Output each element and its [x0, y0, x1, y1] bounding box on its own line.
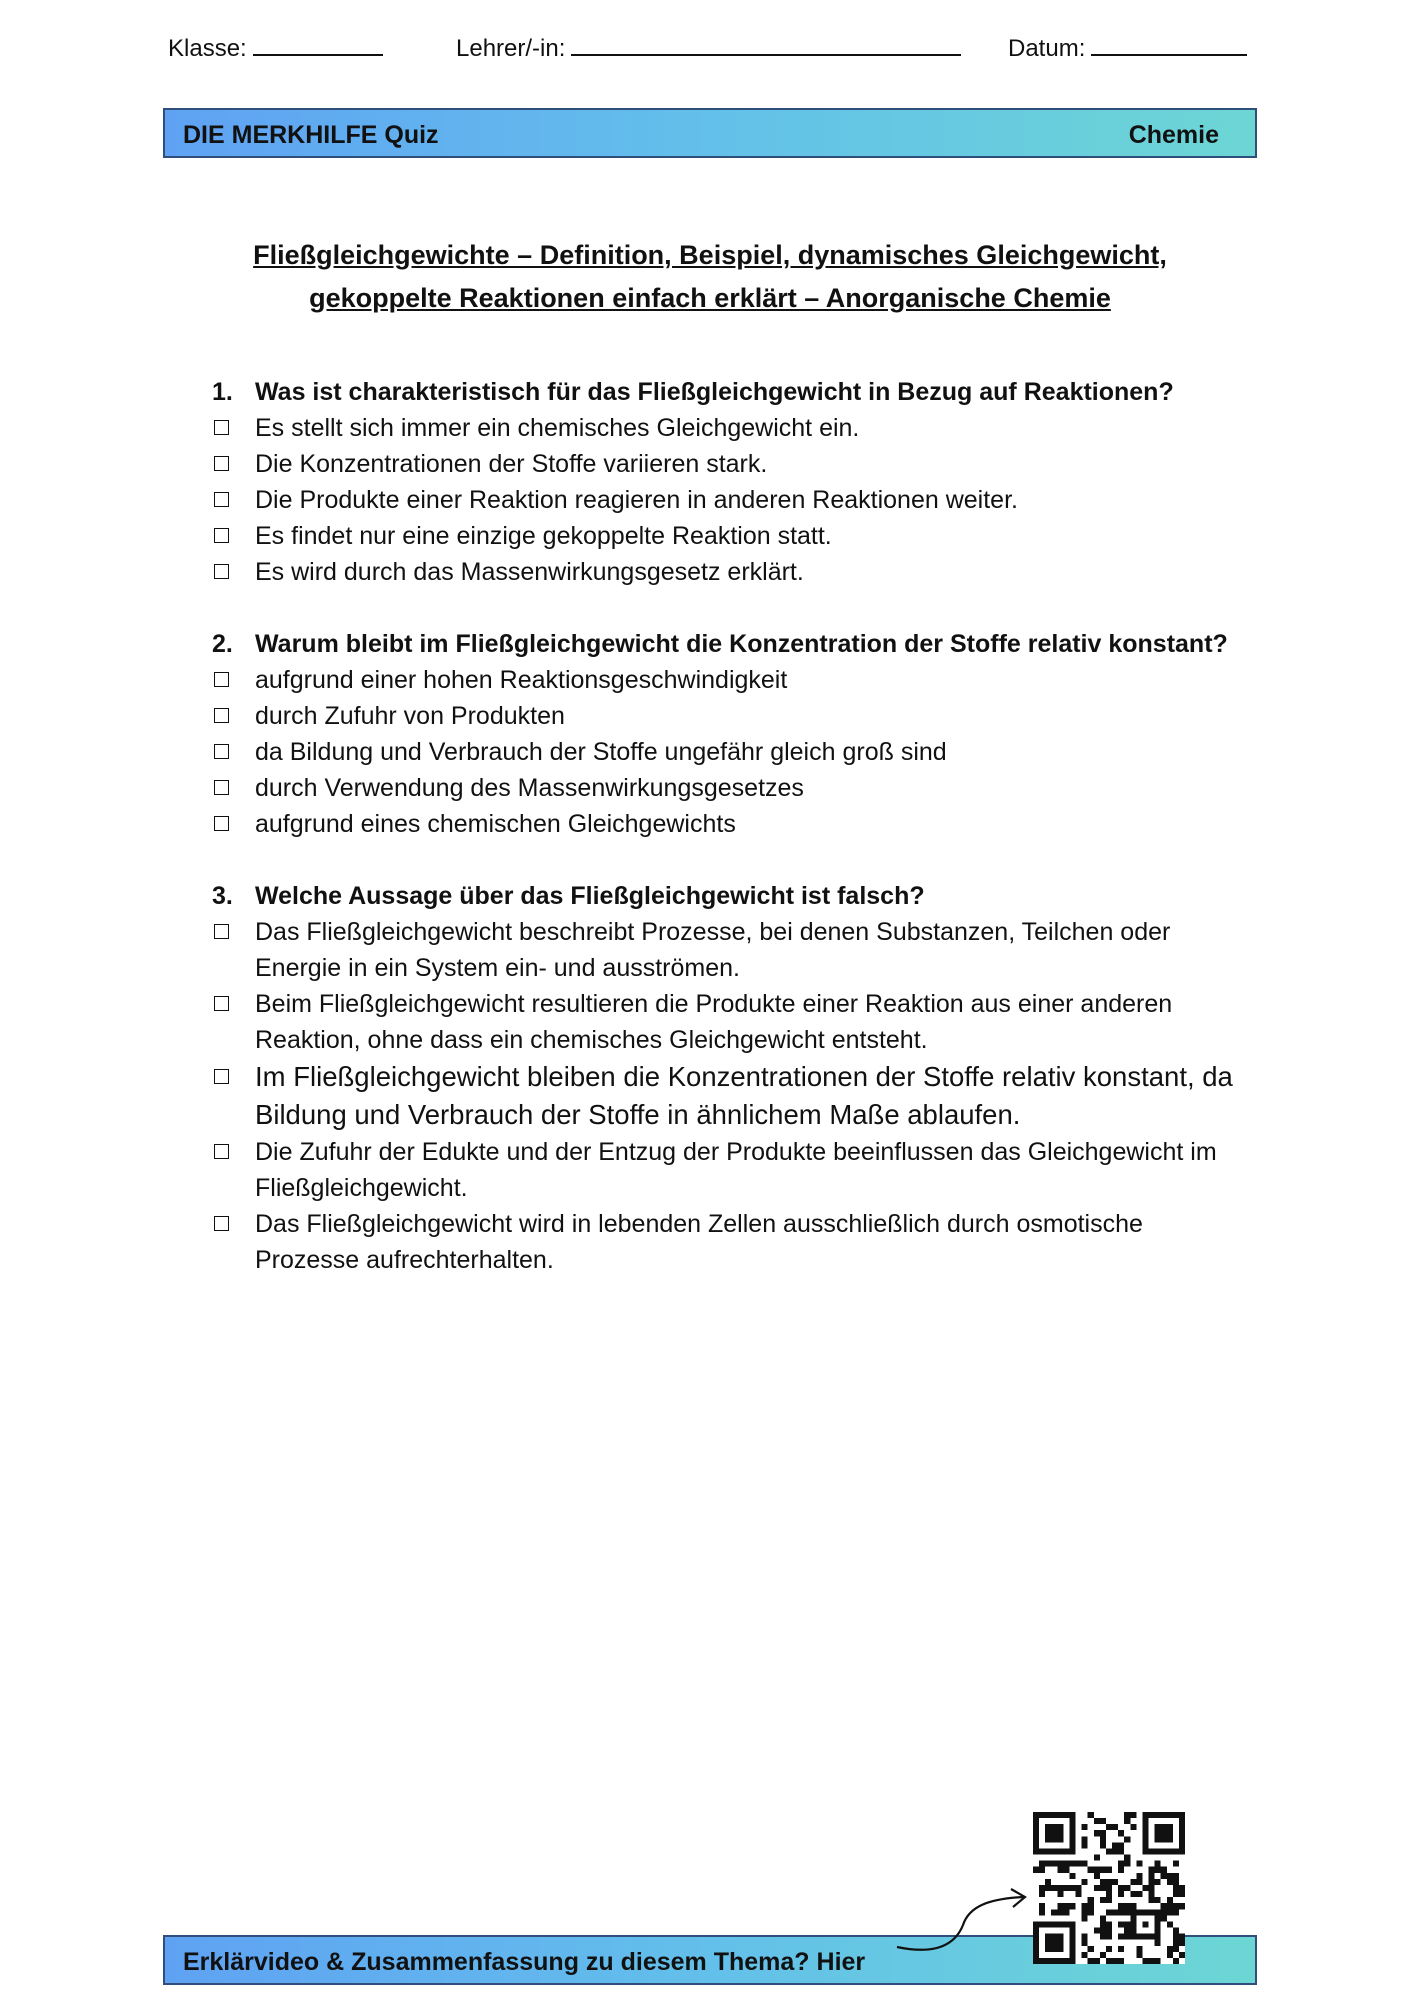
checkbox-icon[interactable] — [214, 924, 229, 939]
option-text: Es stellt sich immer ein chemisches Gleichgewicht ein. — [255, 414, 860, 442]
checkbox-icon[interactable] — [214, 996, 229, 1011]
klasse-label: Klasse: — [168, 35, 247, 62]
option-text: da Bildung und Verbrauch der Stoffe ungefähr gleich groß sind — [255, 738, 947, 766]
answer-option[interactable] — [212, 770, 1252, 806]
qr-code-icon[interactable] — [1033, 1812, 1185, 1964]
option-text: aufgrund eines chemischen Gleichgewichts — [255, 810, 736, 838]
option-text: Die Zufuhr der Edukte und der Entzug der Produkte beeinflussen das Gleichgewicht im Fließgleichgewicht. — [255, 1138, 1217, 1202]
question-text: Warum bleibt im Fließgleichgewicht die Konzentration der Stoffe relativ konstant? — [255, 630, 1228, 658]
option-text: Es wird durch das Massenwirkungsgesetz erklärt. — [255, 558, 804, 586]
answer-option[interactable] — [212, 1134, 1252, 1206]
checkbox-icon[interactable] — [214, 564, 229, 579]
lehrer-blank-line[interactable] — [571, 32, 961, 56]
question-heading — [212, 374, 1252, 410]
option-text: aufgrund einer hohen Reaktionsgeschwindigkeit — [255, 666, 788, 694]
answer-option[interactable] — [212, 482, 1252, 518]
header-fields — [168, 32, 1256, 72]
subject-label: Chemie — [1128, 121, 1219, 149]
footer-text: Erklärvideo & Zusammenfassung zu diesem Thema? Hier — [183, 1948, 866, 1976]
checkbox-icon[interactable] — [214, 1216, 229, 1231]
datum-field[interactable] — [1008, 32, 1247, 63]
checkbox-icon[interactable] — [214, 672, 229, 687]
checkbox-icon[interactable] — [214, 528, 229, 543]
question-number: 1. — [212, 378, 233, 406]
checkbox-icon[interactable] — [214, 816, 229, 831]
question-number: 3. — [212, 882, 233, 910]
answer-option[interactable] — [212, 554, 1252, 590]
klasse-field[interactable] — [168, 32, 383, 63]
question-heading — [212, 626, 1252, 662]
answer-option[interactable] — [212, 914, 1252, 986]
datum-label: Datum: — [1008, 35, 1086, 62]
answer-option[interactable] — [212, 662, 1252, 698]
answer-option[interactable] — [212, 518, 1252, 554]
option-text: Das Fließgleichgewicht wird in lebenden Zellen ausschließlich durch osmotische Prozesse aufrechterhalten. — [255, 1210, 1143, 1274]
checkbox-icon[interactable] — [214, 744, 229, 759]
datum-blank-line[interactable] — [1091, 32, 1247, 56]
quiz-questions — [212, 374, 1252, 1314]
question-text: Was ist charakteristisch für das Fließgleichgewicht in Bezug auf Reaktionen? — [255, 378, 1174, 406]
question-2 — [212, 626, 1252, 842]
option-text: Die Konzentrationen der Stoffe variieren stark. — [255, 450, 768, 478]
checkbox-icon[interactable] — [214, 1069, 229, 1084]
question-3 — [212, 878, 1252, 1278]
title-line-1: Fließgleichgewichte – Definition, Beispiel, dynamisches Gleichgewicht, — [253, 240, 1167, 270]
question-text: Welche Aussage über das Fließgleichgewicht ist falsch? — [255, 882, 925, 910]
answer-option[interactable] — [212, 1206, 1252, 1278]
option-text: Die Produkte einer Reaktion reagieren in anderen Reaktionen weiter. — [255, 486, 1018, 514]
option-text: Das Fließgleichgewicht beschreibt Prozesse, bei denen Substanzen, Teilchen oder Energie in ein System ein- und ausströmen. — [255, 918, 1171, 982]
option-text: durch Zufuhr von Produkten — [255, 702, 565, 730]
option-text: Beim Fließgleichgewicht resultieren die Produkte einer Reaktion aus einer anderen Reaktion, ohne dass ein chemisches Gleichgewicht entsteht. — [255, 990, 1173, 1054]
answer-option[interactable] — [212, 986, 1252, 1058]
brand-label: DIE MERKHILFE Quiz — [183, 121, 439, 149]
option-text: Es findet nur eine einzige gekoppelte Reaktion statt. — [255, 522, 832, 550]
checkbox-icon[interactable] — [214, 1144, 229, 1159]
question-1 — [212, 374, 1252, 590]
answer-option[interactable] — [212, 410, 1252, 446]
answer-option[interactable] — [212, 698, 1252, 734]
page-title — [163, 234, 1257, 320]
checkbox-icon[interactable] — [214, 456, 229, 471]
checkbox-icon[interactable] — [214, 492, 229, 507]
option-text: Im Fließgleichgewicht bleiben die Konzentrationen der Stoffe relativ konstant, da Bildung und Verbrauch der Stoffe in ähnlichem Maße ablaufen. — [255, 1061, 1233, 1130]
answer-option[interactable] — [212, 734, 1252, 770]
klasse-blank-line[interactable] — [253, 32, 383, 56]
curved-arrow-icon — [895, 1885, 1035, 1955]
top-banner — [163, 108, 1257, 158]
question-number: 2. — [212, 630, 233, 658]
question-heading — [212, 878, 1252, 914]
title-line-2: gekoppelte Reaktionen einfach erklärt – Anorganische Chemie — [309, 283, 1111, 313]
answer-option[interactable] — [212, 446, 1252, 482]
lehrer-field[interactable] — [456, 32, 961, 63]
answer-option[interactable] — [212, 1058, 1252, 1134]
checkbox-icon[interactable] — [214, 708, 229, 723]
option-text: durch Verwendung des Massenwirkungsgesetzes — [255, 774, 804, 802]
checkbox-icon[interactable] — [214, 420, 229, 435]
lehrer-label: Lehrer/-in: — [456, 35, 566, 62]
answer-option[interactable] — [212, 806, 1252, 842]
checkbox-icon[interactable] — [214, 780, 229, 795]
